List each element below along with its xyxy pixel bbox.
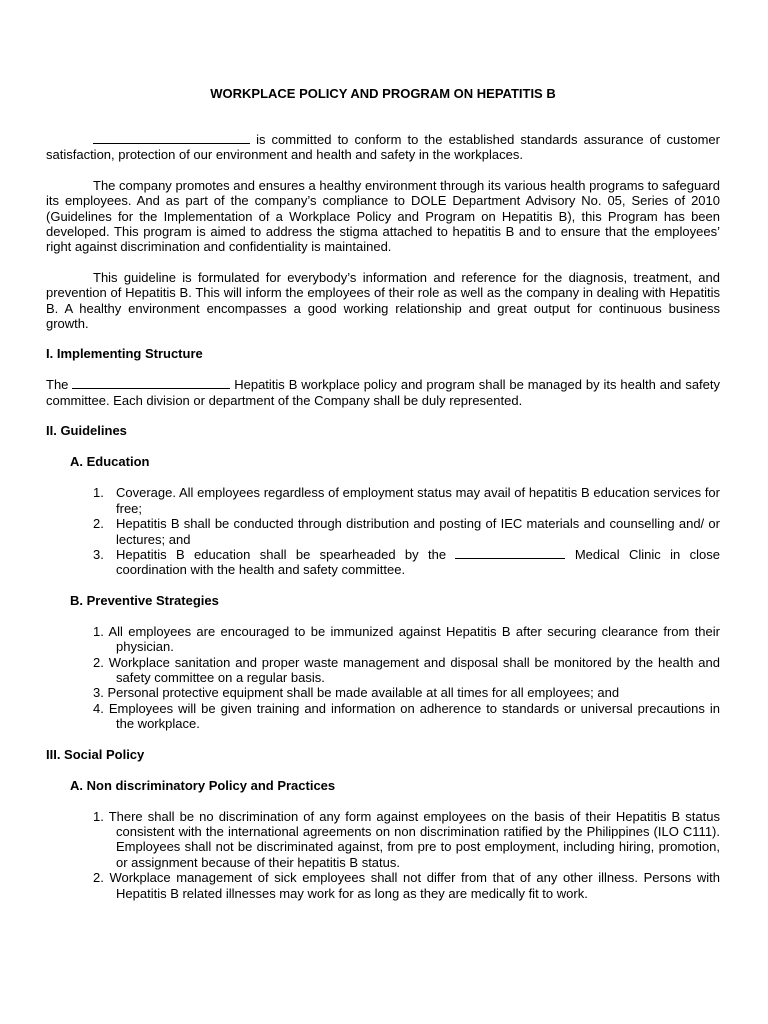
list-item: 1. All employees are encouraged to be immunized against Hepatitis B after securing clearance from their physician. (93, 623, 720, 655)
non-discriminatory-heading: A. Non discriminatory Policy and Practices (70, 777, 336, 793)
section-implementing-structure-heading: I. Implementing Structure (46, 346, 203, 362)
list-item: 2. Workplace management of sick employees shall not differ from that of any other illness. Persons with Hepatitis B related illnesses may work for as long as they are medically fit to work. (93, 870, 720, 901)
implementing-structure-paragraph (46, 377, 720, 408)
document-title: WORKPLACE POLICY AND PROGRAM ON HEPATITIS B (210, 86, 556, 101)
list-item: 4. Employees will be given training and information on adherence to standards or universal precautions in the workplace. (93, 700, 720, 732)
section-guidelines-heading: II. Guidelines (46, 423, 127, 439)
list-item: 1. There shall be no discrimination of any form against employees on the basis of their Hepatitis B status consistent with the international agreements on non discrimination ratified by the Philippines (ILO C111). Employees shall not be discriminated against, from pre to post employment, including hiring, promotion, or assignment because of their hepatitis B status. (93, 808, 720, 870)
structure-company-blank (72, 377, 230, 389)
list-item (93, 485, 720, 516)
intro-paragraph-1 (46, 132, 720, 163)
list-item: 2. Workplace sanitation and proper waste management and disposal shall be monitored by the health and safety committee on a regular basis. (93, 654, 720, 685)
list-item-text: Medical Clinic in close coordination with the health and safety committee. (116, 546, 721, 578)
list-item-number: 3. (93, 546, 104, 562)
list-item-text: Coverage. All employees regardless of employment status may avail of hepatitis B education services for free; (116, 485, 720, 516)
education-heading: A. Education (70, 454, 150, 470)
section-social-policy-heading: III. Social Policy (46, 746, 145, 762)
intro-paragraph-2: The company promotes and ensures a healthy environment through its various health programs to safeguard its employees. And as part of the company’s compliance to DOLE Department Advisory No. 05, Series of 2010 (Guidelines for the Implementation of a Workplace Policy and Program on Hepatitis B), this Program has been developed. This program is aimed to address the stigma attached to hepatitis B and to ensure that the employees’ right against discrimination and confidentiality is maintained. (46, 177, 720, 255)
list-item (93, 547, 720, 578)
intro-paragraph-3: This guideline is formulated for everybody’s information and reference for the diagnosis, treatment, and prevention of Hepatitis B. This will inform the employees of their role as well as the company in dealing with Hepatitis B. A healthy environment encompasses a good working relationship and great output for continuous business growth. (46, 269, 720, 332)
policy-document (46, 86, 720, 901)
preventive-strategies-list (93, 624, 720, 732)
intro-paragraph-1-text: is committed to conform to the established standards assurance of customer satisfaction, protection of our environment and health and safety in the workplaces. (46, 132, 720, 163)
list-item (93, 516, 720, 547)
education-list (93, 485, 720, 577)
list-item-number: 2. (93, 516, 104, 532)
implementing-text-after: Hepatitis B workplace policy and program shall be managed by its health and safety committee. Each division or department of the Company shall be duly represented. (46, 377, 720, 408)
preventive-strategies-heading: B. Preventive Strategies (70, 592, 219, 608)
implementing-text-before: The (46, 377, 73, 393)
company-name-blank (93, 132, 250, 144)
list-item-text: Hepatitis B education shall be spearheaded by the (116, 546, 456, 562)
list-item-text: Hepatitis B shall be conducted through distribution and posting of IEC materials and counselling and/ or lectures; and (116, 516, 720, 547)
list-item: 3. Personal protective equipment shall be made available at all times for all employees; and (93, 685, 620, 701)
list-item-number: 1. (93, 485, 104, 501)
non-discriminatory-list (93, 809, 720, 901)
clinic-name-blank (455, 547, 565, 559)
